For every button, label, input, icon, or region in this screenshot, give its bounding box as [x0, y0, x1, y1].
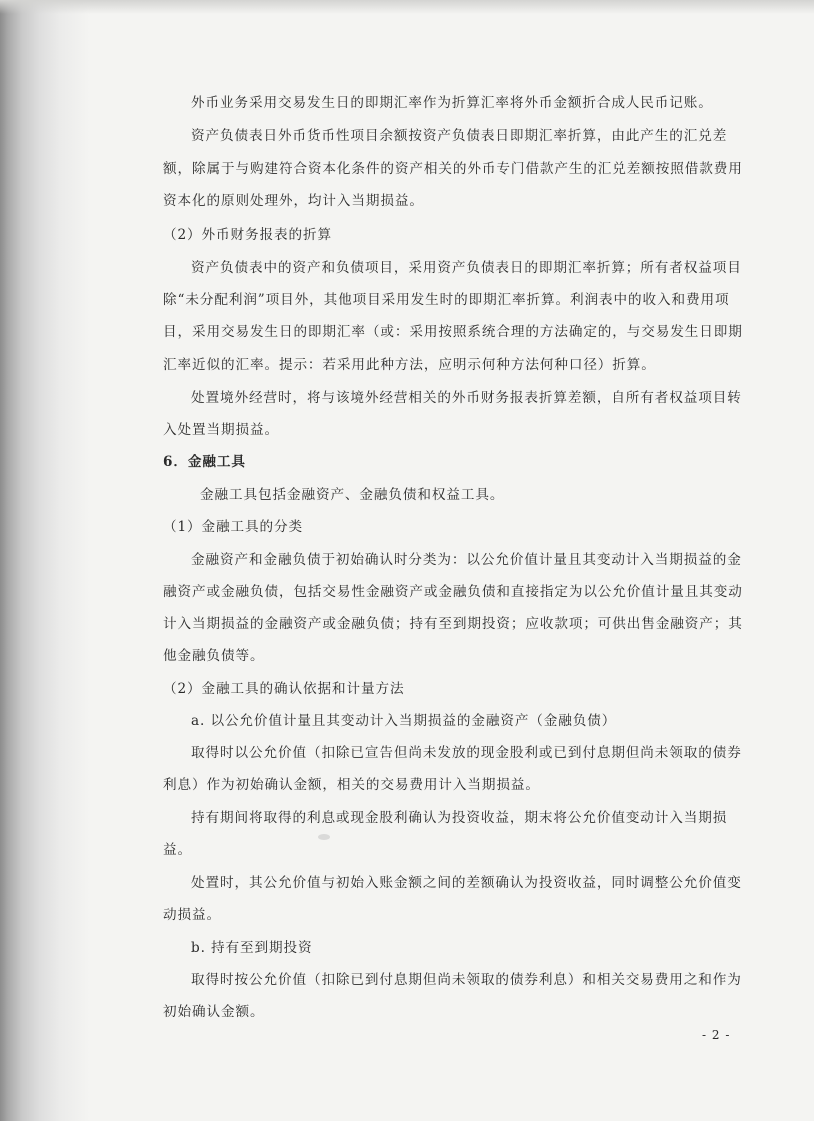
section-heading: （2）金融工具的确认依据和计量方法 [163, 681, 405, 697]
text-line: 动损益。 [163, 907, 221, 923]
text-line: 资产负债表日外币货币性项目余额按资产负债表日即期汇率折算，由此产生的汇兑差 [191, 128, 728, 144]
subsection-heading: a. 以公允价值计量且其变动计入当期损益的金融资产（金融负债） [191, 713, 617, 729]
text-line: 取得时以公允价值（扣除已宣告但尚未发放的现金股利或已到付息期但尚未领取的债券 [191, 745, 742, 761]
section-heading: （2）外币财务报表的折算 [163, 227, 332, 243]
text-line: 额，除属于与购建符合资本化条件的资产相关的外币专门借款产生的汇兑差额按照借款费用 [163, 161, 743, 177]
text-line: 计入当期损益的金融资产或金融负债；持有至到期投资；应收款项；可供出售金融资产；其 [163, 616, 743, 632]
text-line: 入处置当期损益。 [163, 422, 279, 438]
section-heading: （1）金融工具的分类 [163, 519, 303, 535]
scan-smudge [318, 834, 330, 840]
text-line: 融资产或金融负债，包括交易性金融资产或金融负债和直接指定为以公允价值计量且其变动 [163, 584, 743, 600]
text-line: 除“未分配利润”项目外，其他项目采用发生时的即期汇率折算。利润表中的收入和费用项 [163, 292, 730, 308]
text-line: 处置境外经营时，将与该境外经营相关的外币财务报表折算差额，自所有者权益项目转 [191, 390, 742, 406]
subsection-heading: b. 持有至到期投资 [191, 940, 313, 956]
text-line: 金融工具包括金融资产、金融负债和权益工具。 [200, 487, 505, 503]
text-line: 益。 [163, 842, 192, 858]
text-line: 他金融负债等。 [163, 648, 265, 664]
text-line: 持有期间将取得的利息或现金股利确认为投资收益，期末将公允价值变动计入当期损 [191, 810, 728, 826]
page-number: - 2 - [702, 1028, 731, 1042]
text-line: 目，采用交易发生日的即期汇率（或：采用按照系统合理的方法确定的，与交易发生日即期 [163, 324, 743, 340]
text-line: 外币业务采用交易发生日的即期汇率作为折算汇率将外币金额折合成人民币记账。 [191, 95, 713, 111]
text-line: 处置时，其公允价值与初始入账金额之间的差额确认为投资收益，同时调整公允价值变 [191, 875, 742, 891]
text-line: 金融资产和金融负债于初始确认时分类为：以公允价值计量且其变动计入当期损益的金 [191, 552, 742, 568]
text-line: 资产负债表中的资产和负债项目，采用资产负债表日的即期汇率折算；所有者权益项目 [191, 260, 742, 276]
section-title: 6．金融工具 [163, 454, 246, 470]
text-line: 利息）作为初始确认金额，相关的交易费用计入当期损益。 [163, 777, 540, 793]
text-line: 汇率近似的汇率。提示：若采用此种方法，应明示何种方法何种口径）折算。 [163, 357, 656, 373]
text-line: 取得时按公允价值（扣除已到付息期但尚未领取的债券利息）和相关交易费用之和作为 [191, 972, 742, 988]
text-line: 初始确认金额。 [163, 1004, 265, 1020]
text-line: 资本化的原则处理外，均计入当期损益。 [163, 193, 424, 209]
